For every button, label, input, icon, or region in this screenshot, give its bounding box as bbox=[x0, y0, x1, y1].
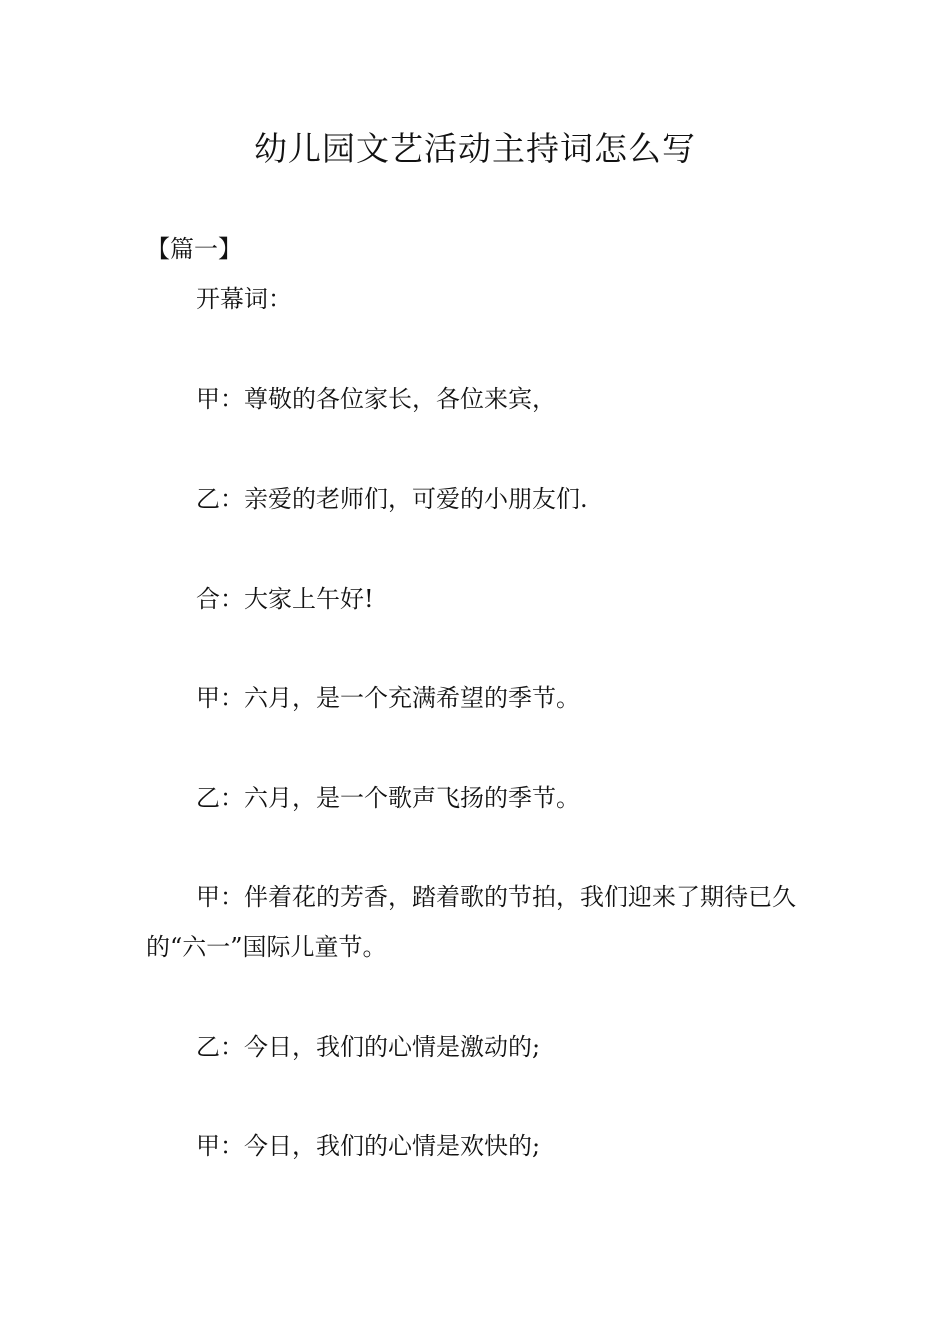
paragraph: 合：大家上午好! bbox=[196, 585, 374, 613]
section-heading: 【篇一】 bbox=[146, 235, 242, 263]
paragraph: 乙：六月，是一个歌声飞扬的季节。 bbox=[196, 784, 580, 812]
paragraph: 甲：伴着花的芳香，踏着歌的节拍，我们迎来了期待已久的“六一”国际儿童节。 bbox=[146, 883, 796, 961]
paragraph: 甲：今日，我们的心情是欢快的; bbox=[196, 1132, 541, 1160]
paragraph-opening-label: 开幕词： bbox=[196, 285, 292, 313]
paragraph: 甲：尊敬的各位家长，各位来宾， bbox=[196, 385, 556, 413]
paragraph: 乙：亲爱的老师们，可爱的小朋友们. bbox=[196, 485, 588, 513]
document-title: 幼儿园文艺活动主持词怎么写 bbox=[254, 129, 696, 168]
paragraph: 甲：六月，是一个充满希望的季节。 bbox=[196, 684, 580, 712]
paragraph: 乙：今日，我们的心情是激动的; bbox=[196, 1033, 541, 1061]
